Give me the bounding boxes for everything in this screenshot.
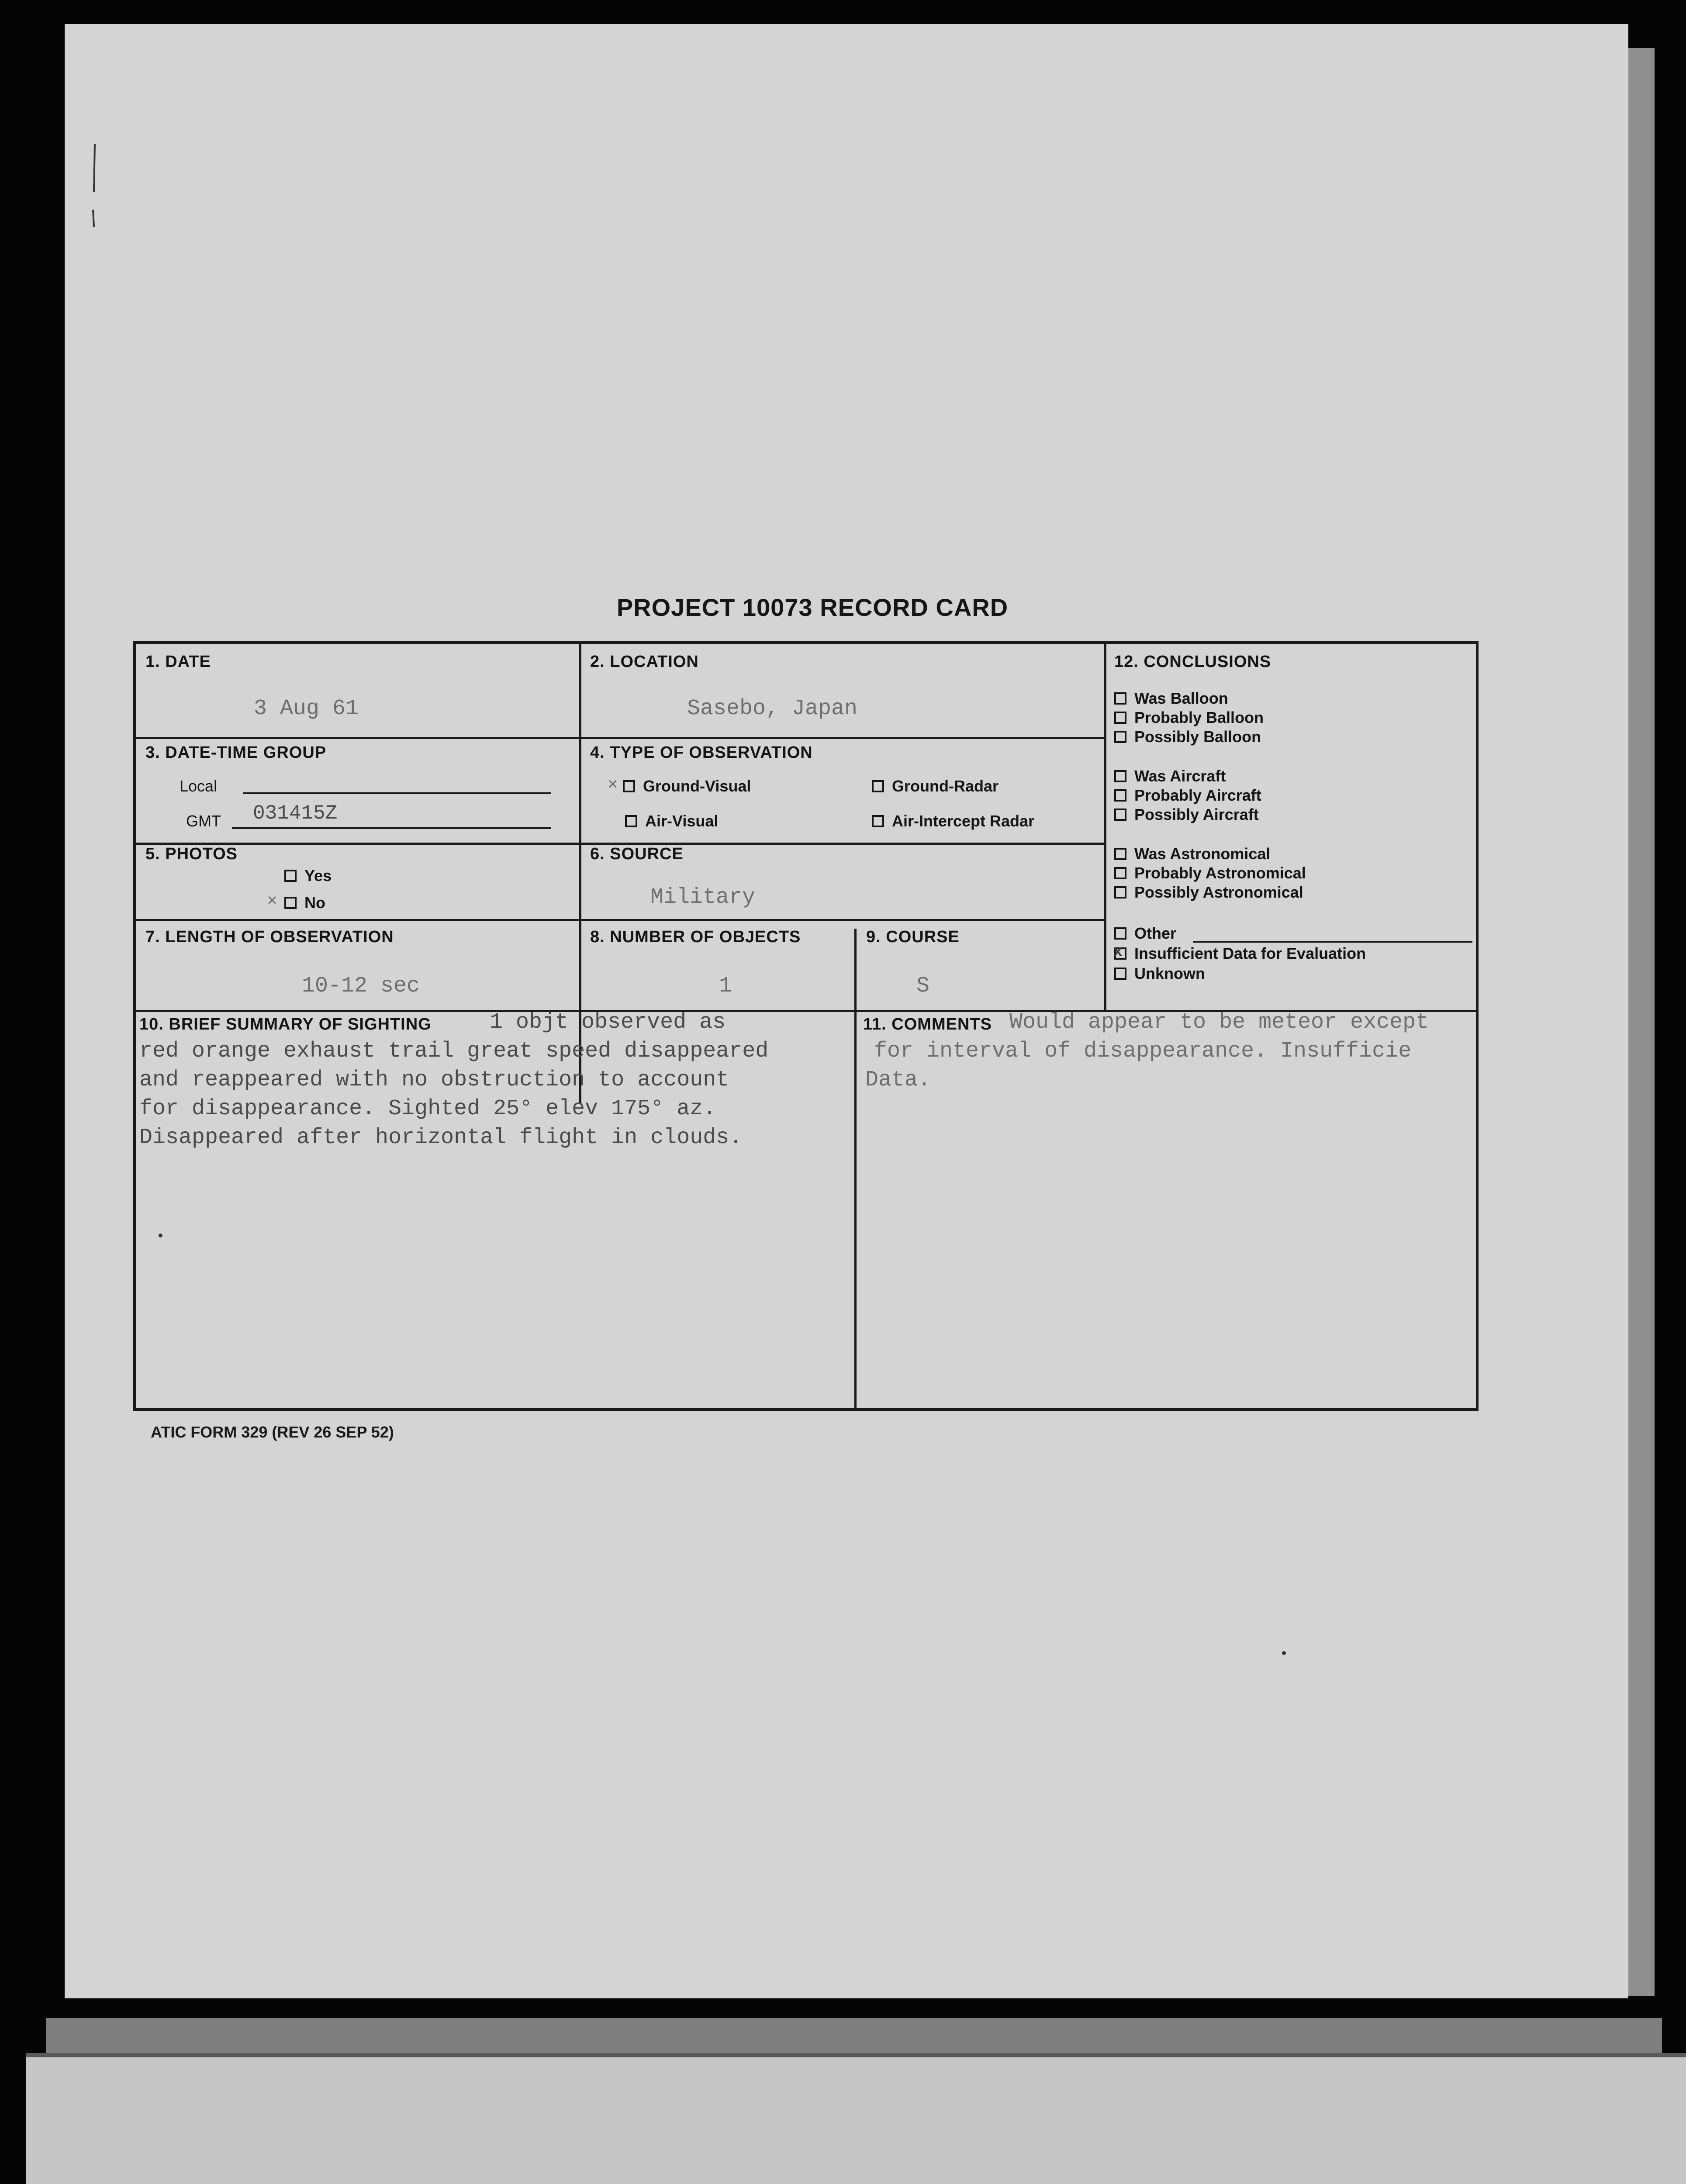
course-label: 9. COURSE: [866, 928, 960, 946]
summary-line-1: 1 objt observed as: [490, 1010, 726, 1035]
checkbox-icon: [625, 815, 637, 827]
checkbox-icon: [1114, 789, 1126, 802]
conclusions-label: 12. CONCLUSIONS: [1114, 653, 1271, 671]
location-value: Sasebo, Japan: [687, 696, 858, 721]
checkbox-icon: [284, 870, 297, 882]
comments-label: 11. COMMENTS: [863, 1015, 992, 1033]
length-value: 10-12 sec: [302, 974, 420, 999]
card-title: PROJECT 10073 RECORD CARD: [616, 594, 1009, 621]
checkbox-icon: [1114, 927, 1126, 940]
margin-mark: [90, 144, 103, 232]
dtg-label: 3. DATE-TIME GROUP: [145, 743, 327, 762]
location-label: 2. LOCATION: [590, 653, 699, 671]
date-label: 1. DATE: [145, 653, 211, 671]
source-value: Military: [650, 885, 756, 910]
conclusion-insufficient-data[interactable]: x Insufficient Data for Evaluation: [1113, 944, 1366, 962]
checkbox-icon: [1114, 731, 1126, 743]
local-time-label: Local: [180, 777, 218, 795]
comments-line-1: Would appear to be meteor except: [1009, 1010, 1429, 1035]
checkbox-icon: [1114, 886, 1126, 898]
option-photos-no[interactable]: No: [284, 894, 325, 912]
checkbox-icon: [1114, 809, 1126, 821]
option-photos-yes[interactable]: Yes: [284, 867, 332, 885]
conclusion-possibly-astronomical[interactable]: Possibly Astronomical: [1114, 883, 1303, 902]
option-air-visual[interactable]: Air-Visual: [625, 812, 718, 830]
option-ground-visual[interactable]: Ground-Visual: [623, 777, 751, 795]
other-line: [1193, 941, 1472, 943]
divider: [854, 929, 857, 1411]
date-value: 3 Aug 61: [254, 696, 359, 721]
divider: [1104, 644, 1106, 1010]
divider: [136, 737, 1104, 739]
checkbox-icon: x: [1114, 947, 1126, 960]
summary-label: 10. BRIEF SUMMARY OF SIGHTING: [139, 1015, 432, 1033]
checkbox-icon: [284, 897, 297, 909]
photos-label: 5. PHOTOS: [145, 845, 238, 863]
divider: [136, 919, 1104, 921]
checkbox-icon: [872, 780, 884, 792]
conclusion-unknown[interactable]: Unknown: [1114, 964, 1205, 983]
summary-line-5: Disappeared after horizontal flight in clouds.: [139, 1125, 743, 1150]
checkbox-icon: [1114, 848, 1126, 860]
conclusion-was-aircraft[interactable]: Was Aircraft: [1114, 767, 1226, 785]
summary-line-2: red orange exhaust trail great speed disappeared: [139, 1039, 769, 1064]
photos-no-check-mark: ×: [267, 892, 278, 912]
conclusion-other[interactable]: Other: [1114, 924, 1176, 943]
comments-line-2: for interval of disappearance. Insufficie: [874, 1039, 1412, 1064]
conclusion-probably-balloon[interactable]: Probably Balloon: [1114, 708, 1264, 727]
option-ground-radar[interactable]: Ground-Radar: [872, 777, 998, 795]
num-objects-value: 1: [719, 974, 732, 999]
page-edge-shadow: [1628, 48, 1655, 1996]
form-identifier: ATIC FORM 329 (REV 26 SEP 52): [151, 1423, 394, 1441]
checkbox-icon: [1114, 770, 1126, 782]
gmt-line: [232, 827, 551, 829]
checkbox-icon: [872, 815, 884, 827]
course-value: S: [916, 974, 930, 999]
checkbox-icon: [1114, 692, 1126, 705]
summary-line-3: and reappeared with no obstruction to account: [139, 1068, 729, 1092]
conclusion-possibly-aircraft[interactable]: Possibly Aircraft: [1114, 805, 1259, 824]
checkbox-icon: [623, 780, 635, 792]
conclusion-probably-astronomical[interactable]: Probably Astronomical: [1114, 864, 1306, 882]
gmt-label: GMT: [186, 812, 221, 830]
speck: [159, 1234, 162, 1237]
speck: [1282, 1651, 1286, 1655]
conclusion-possibly-balloon[interactable]: Possibly Balloon: [1114, 728, 1261, 746]
conclusion-was-astronomical[interactable]: Was Astronomical: [1114, 845, 1270, 863]
record-card: [133, 641, 1479, 1411]
conclusion-was-balloon[interactable]: Was Balloon: [1114, 689, 1228, 708]
ground-visual-check-mark: ×: [608, 776, 618, 795]
local-time-line: [243, 792, 551, 794]
source-label: 6. SOURCE: [590, 845, 684, 863]
gmt-value: 031415Z: [253, 802, 338, 825]
num-objects-label: 8. NUMBER OF OBJECTS: [590, 928, 801, 946]
summary-line-4: for disappearance. Sighted 25° elev 175° az.: [139, 1096, 716, 1121]
checkbox-icon: [1114, 968, 1126, 980]
option-air-intercept-radar[interactable]: Air-Intercept Radar: [872, 812, 1034, 830]
conclusion-probably-aircraft[interactable]: Probably Aircraft: [1114, 786, 1261, 805]
observation-type-label: 4. TYPE OF OBSERVATION: [590, 743, 813, 762]
checkbox-icon: [1114, 712, 1126, 724]
underlying-sheet: [26, 2057, 1686, 2184]
comments-line-3: Data.: [865, 1068, 931, 1092]
checkbox-icon: [1114, 867, 1126, 879]
length-label: 7. LENGTH OF OBSERVATION: [145, 928, 394, 946]
